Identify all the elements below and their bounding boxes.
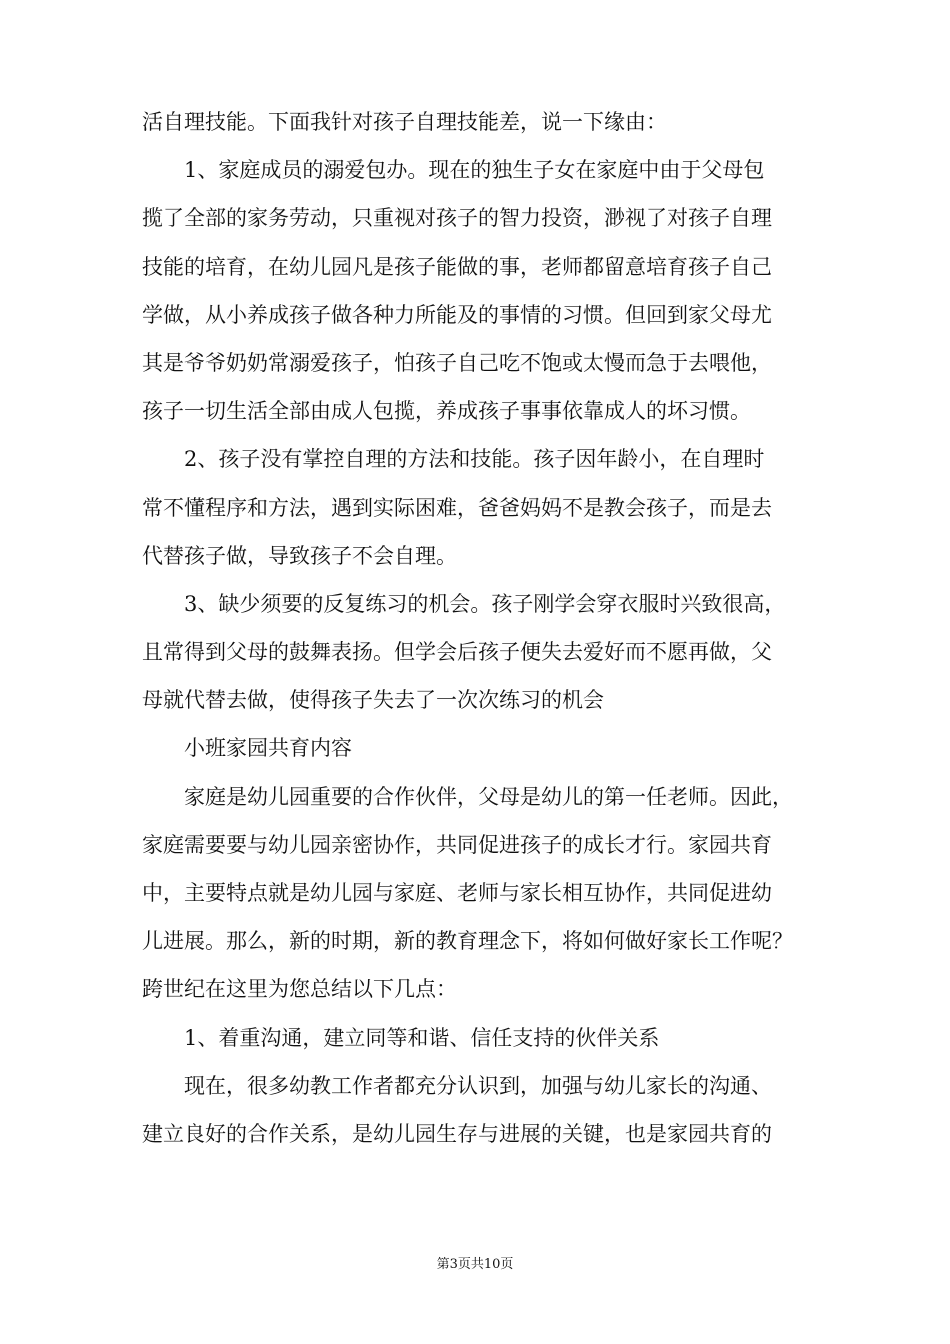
text-line: 小班家园共育内容 — [184, 736, 352, 761]
text-line: 孩子一切生活全部由成人包揽，养成孩子事事依靠成人的坏习惯。 — [142, 399, 751, 424]
text-line: 1、家庭成员的溺爱包办。现在的独生子女在家庭中由于父母包 — [184, 158, 765, 183]
text-line: 建立良好的合作关系，是幼儿园生存与进展的关键，也是家园共育的 — [142, 1121, 772, 1146]
text-line: 2、孩子没有掌控自理的方法和技能。孩子因年龄小，在自理时 — [184, 447, 765, 472]
text-line: 跨世纪在这里为您总结以下几点： — [142, 977, 457, 1002]
text-line: 1、着重沟通，建立同等和谐、信任支持的伙伴关系 — [184, 1025, 660, 1050]
text-line: 代替孩子做，导致孩子不会自理。 — [142, 543, 457, 568]
text-line: 3、缺少须要的反复练习的机会。孩子刚学会穿衣服时兴致很高， — [184, 591, 786, 616]
text-line: 家庭需要要与幼儿园亲密协作，共同促进孩子的成长才行。家园共育 — [142, 832, 772, 857]
text-line: 且常得到父母的鼓舞表扬。但学会后孩子便失去爱好而不愿再做，父 — [142, 640, 772, 665]
text-line: 现在，很多幼教工作者都充分认识到，加强与幼儿家长的沟通、 — [184, 1073, 772, 1098]
text-line: 常不懂程序和方法，遇到实际困难，爸爸妈妈不是教会孩子，而是去 — [142, 495, 772, 520]
text-line: 技能的培育，在幼儿园凡是孩子能做的事，老师都留意培育孩子自己 — [142, 254, 772, 279]
document-body — [142, 98, 832, 1158]
text-line: 中，主要特点就是幼儿园与家庭、老师与家长相互协作，共同促进幼 — [142, 881, 772, 905]
text-line: 活自理技能。下面我针对孩子自理技能差，说一下缘由： — [142, 110, 667, 134]
text-line: 儿进展。那么，新的时期，新的教育理念下，将如何做好家长工作呢？ — [142, 929, 793, 954]
text-line: 母就代替去做，使得孩子失去了一次次练习的机会 — [142, 688, 604, 713]
text-line: 其是爷爷奶奶常溺爱孩子，怕孩子自己吃不饱或太慢而急于去喂他， — [142, 350, 772, 375]
text-line: 学做，从小养成孩子做各种力所能及的事情的习惯。但回到家父母尤 — [142, 302, 772, 327]
text-line: 揽了全部的家务劳动，只重视对孩子的智力投资，渺视了对孩子自理 — [142, 206, 772, 231]
text-line: 家庭是幼儿园重要的合作伙伴，父母是幼儿的第一任老师。因此， — [184, 784, 793, 809]
page-number: 第3页共10页 — [436, 1257, 514, 1272]
